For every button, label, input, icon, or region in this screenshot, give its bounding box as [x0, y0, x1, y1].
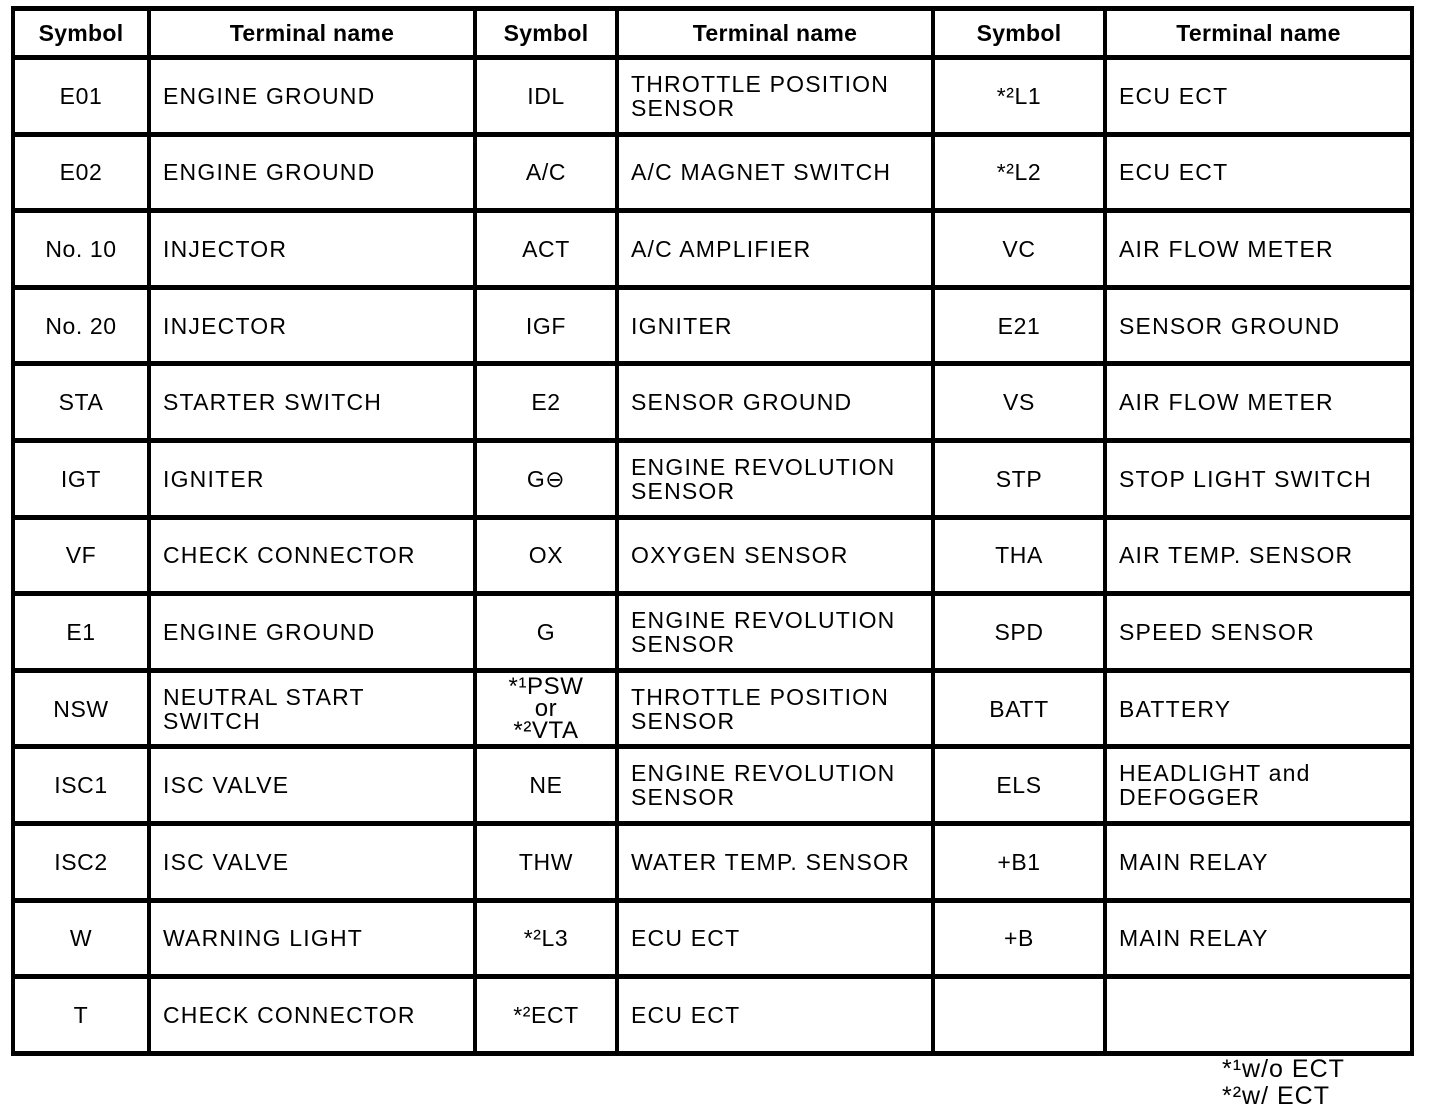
terminal-name-text: ENGINE REVOLUTION SENSOR — [631, 453, 896, 504]
table-row — [13, 517, 1412, 594]
table-row — [13, 134, 1412, 211]
symbol-text: IDL — [527, 82, 565, 109]
symbol-text: G — [536, 619, 556, 645]
symbol-text: A/C — [525, 159, 567, 186]
terminal-name-text: SENSOR GROUND — [1119, 312, 1341, 339]
terminal-name-text: STOP LIGHT SWITCH — [1119, 465, 1372, 492]
symbol-cell — [475, 900, 617, 977]
terminal-name-cell — [617, 747, 933, 824]
terminal-name-text: THROTTLE POSITION SENSOR — [631, 683, 890, 734]
terminal-name-cell — [149, 670, 475, 747]
symbol-cell — [13, 594, 149, 671]
terminal-name-cell — [149, 441, 475, 518]
symbol-cell — [13, 747, 149, 824]
symbol-cell — [13, 287, 149, 364]
table-body — [13, 58, 1412, 1054]
symbol-text: SPD — [994, 619, 1044, 645]
terminal-name-text: THROTTLE POSITION SENSOR — [631, 70, 890, 121]
symbol-cell — [13, 211, 149, 288]
terminal-name-cell — [617, 441, 933, 518]
footnote: *²w/ ECT — [1222, 1082, 1330, 1110]
terminal-name-cell — [1105, 517, 1412, 594]
symbol-cell — [475, 594, 617, 671]
terminal-name-cell — [1105, 747, 1412, 824]
symbol-cell — [475, 58, 617, 135]
terminal-name-cell — [617, 364, 933, 441]
symbol-text: ACT — [522, 235, 570, 262]
terminal-name-text: SPEED SENSOR — [1119, 619, 1315, 645]
symbol-text: E01 — [59, 82, 103, 109]
table-row — [13, 670, 1412, 747]
table-row — [13, 287, 1412, 364]
terminal-name-text: ENGINE GROUND — [163, 159, 376, 186]
symbol-text: No. 20 — [45, 312, 117, 339]
terminal-name-text: OXYGEN SENSOR — [631, 542, 849, 569]
symbol-text: ISC1 — [54, 772, 108, 799]
column-header-symbol: Symbol — [933, 9, 1105, 58]
terminal-name-text: ECU ECT — [1119, 159, 1229, 186]
terminal-name-cell — [1105, 977, 1412, 1054]
table-row — [13, 900, 1412, 977]
terminal-name-cell — [149, 58, 475, 135]
table-row — [13, 747, 1412, 824]
symbol-text: NE — [529, 772, 563, 799]
terminal-name-text: WARNING LIGHT — [163, 925, 364, 952]
terminal-name-cell — [149, 364, 475, 441]
terminal-name-cell — [617, 900, 933, 977]
symbol-cell — [13, 670, 149, 747]
symbol-cell — [933, 211, 1105, 288]
terminal-name-text: ENGINE GROUND — [163, 82, 376, 109]
terminal-name-cell — [1105, 211, 1412, 288]
terminal-name-text: IGNITER — [163, 465, 265, 492]
terminal-name-text: SENSOR GROUND — [631, 389, 853, 416]
column-header-terminal-name: Terminal name — [617, 9, 933, 58]
symbol-text: VF — [65, 542, 97, 569]
column-header-symbol: Symbol — [475, 9, 617, 58]
table-row — [13, 824, 1412, 901]
terminal-name-text: AIR FLOW METER — [1119, 389, 1334, 416]
symbol-cell — [933, 747, 1105, 824]
terminal-name-text: HEADLIGHT and DEFOGGER — [1119, 760, 1311, 811]
symbol-text: *²L3 — [523, 925, 569, 952]
table-header-row — [13, 9, 1412, 58]
symbol-cell — [933, 441, 1105, 518]
symbol-cell — [475, 824, 617, 901]
symbol-cell — [475, 747, 617, 824]
table-row — [13, 441, 1412, 518]
symbol-cell — [13, 441, 149, 518]
symbol-cell — [13, 134, 149, 211]
symbol-text: No. 10 — [45, 235, 117, 262]
symbol-cell — [475, 517, 617, 594]
terminal-name-cell — [1105, 594, 1412, 671]
symbol-text: THW — [518, 848, 574, 875]
symbol-text: *²ECT — [513, 1002, 579, 1029]
symbol-cell — [13, 364, 149, 441]
symbol-cell — [933, 364, 1105, 441]
footnote: *¹w/o ECT — [1222, 1055, 1345, 1083]
terminal-name-text: ENGINE REVOLUTION SENSOR — [631, 606, 896, 658]
terminal-name-text: WATER TEMP. SENSOR — [631, 848, 910, 875]
terminal-name-cell — [149, 287, 475, 364]
terminal-name-text: ISC VALVE — [163, 772, 290, 799]
symbol-cell — [933, 134, 1105, 211]
terminal-name-cell — [617, 977, 933, 1054]
table-row — [13, 364, 1412, 441]
symbol-cell — [933, 824, 1105, 901]
terminal-table — [11, 6, 1414, 1056]
symbol-text: *¹PSW or *²VTA — [508, 672, 584, 744]
terminal-name-cell — [617, 824, 933, 901]
symbol-cell — [933, 594, 1105, 671]
table-row — [13, 211, 1412, 288]
terminal-name-cell — [149, 134, 475, 211]
terminal-name-text: CHECK CONNECTOR — [163, 542, 416, 569]
terminal-name-text: ENGINE REVOLUTION SENSOR — [631, 760, 896, 811]
terminal-name-text: A/C AMPLIFIER — [631, 235, 812, 262]
terminal-name-cell — [617, 58, 933, 135]
terminal-name-text: INJECTOR — [163, 235, 288, 262]
symbol-cell — [933, 977, 1105, 1054]
symbol-text: E2 — [531, 389, 561, 416]
terminal-name-cell — [1105, 441, 1412, 518]
terminal-name-cell — [617, 211, 933, 288]
terminal-name-cell — [1105, 670, 1412, 747]
footnotes — [1222, 1056, 1345, 1110]
symbol-cell — [13, 824, 149, 901]
terminal-name-text: ECU ECT — [631, 1002, 741, 1029]
terminal-name-text: A/C MAGNET SWITCH — [631, 159, 892, 186]
symbol-cell — [13, 58, 149, 135]
symbol-text: E02 — [59, 159, 103, 186]
symbol-text: STP — [995, 465, 1043, 492]
terminal-name-cell — [617, 517, 933, 594]
symbol-cell — [933, 517, 1105, 594]
symbol-cell — [13, 977, 149, 1054]
column-header-terminal-name: Terminal name — [149, 9, 475, 58]
symbol-text: W — [69, 925, 93, 952]
terminal-name-cell — [617, 594, 933, 671]
symbol-cell — [475, 364, 617, 441]
terminal-name-text: IGNITER — [631, 312, 733, 339]
terminal-name-cell — [1105, 287, 1412, 364]
symbol-text: *²L2 — [996, 159, 1042, 186]
terminal-name-text: STARTER SWITCH — [163, 389, 383, 416]
terminal-name-text: ECU ECT — [1119, 82, 1229, 109]
symbol-text: +B — [1004, 925, 1034, 952]
terminal-name-cell — [149, 747, 475, 824]
symbol-cell — [475, 287, 617, 364]
table-row — [13, 977, 1412, 1054]
symbol-cell — [475, 211, 617, 288]
symbol-text: BATT — [989, 695, 1049, 722]
symbol-text: ELS — [996, 772, 1042, 799]
symbol-cell — [475, 977, 617, 1054]
symbol-text: ISC2 — [54, 848, 108, 875]
symbol-cell — [13, 900, 149, 977]
terminal-name-cell — [1105, 58, 1412, 135]
symbol-text: E21 — [997, 312, 1041, 339]
symbol-text: VC — [1002, 235, 1036, 262]
symbol-cell — [933, 670, 1105, 747]
terminal-name-text: INJECTOR — [163, 312, 288, 339]
terminal-name-cell — [1105, 824, 1412, 901]
terminal-name-cell — [149, 900, 475, 977]
symbol-text: OX — [528, 542, 564, 569]
terminal-name-cell — [149, 977, 475, 1054]
column-header-symbol: Symbol — [13, 9, 149, 58]
symbol-text: *²L1 — [996, 82, 1042, 109]
terminal-name-cell — [617, 134, 933, 211]
symbol-text: +B1 — [997, 848, 1041, 875]
symbol-text: E1 — [66, 619, 96, 645]
terminal-name-text: MAIN RELAY — [1119, 848, 1269, 875]
terminal-name-text: BATTERY — [1119, 695, 1232, 722]
terminal-name-text: NEUTRAL START SWITCH — [163, 683, 365, 734]
terminal-name-cell — [617, 287, 933, 364]
terminal-name-cell — [149, 517, 475, 594]
terminal-name-cell — [149, 824, 475, 901]
symbol-cell — [475, 441, 617, 518]
table-row — [13, 58, 1412, 135]
column-header-terminal-name: Terminal name — [1105, 9, 1412, 58]
symbol-text: IGF — [525, 312, 567, 339]
symbol-cell — [933, 58, 1105, 135]
terminal-name-cell — [149, 211, 475, 288]
symbol-text: THA — [995, 542, 1043, 569]
terminal-name-cell — [1105, 364, 1412, 441]
terminal-name-text: CHECK CONNECTOR — [163, 1002, 416, 1029]
symbol-text: VS — [1003, 389, 1035, 416]
symbol-cell — [13, 517, 149, 594]
terminal-name-text: AIR FLOW METER — [1119, 235, 1334, 262]
symbol-cell — [933, 900, 1105, 977]
terminal-name-text: ISC VALVE — [163, 848, 290, 875]
symbol-cell — [933, 287, 1105, 364]
symbol-cell — [475, 134, 617, 211]
terminal-name-cell — [1105, 900, 1412, 977]
symbol-text: IGT — [60, 465, 102, 492]
table-row — [13, 594, 1412, 671]
terminal-name-cell — [1105, 134, 1412, 211]
terminal-name-text: AIR TEMP. SENSOR — [1119, 542, 1354, 569]
symbol-text: G⊖ — [526, 465, 566, 492]
symbol-text: STA — [58, 389, 104, 416]
terminal-name-text: MAIN RELAY — [1119, 925, 1269, 952]
symbol-text: T — [73, 1002, 89, 1029]
terminal-name-text: ECU ECT — [631, 925, 741, 952]
symbol-cell — [475, 670, 617, 747]
terminal-name-cell — [617, 670, 933, 747]
symbol-text: NSW — [53, 695, 109, 722]
terminal-name-cell — [149, 594, 475, 671]
terminal-name-text: ENGINE GROUND — [163, 619, 376, 645]
